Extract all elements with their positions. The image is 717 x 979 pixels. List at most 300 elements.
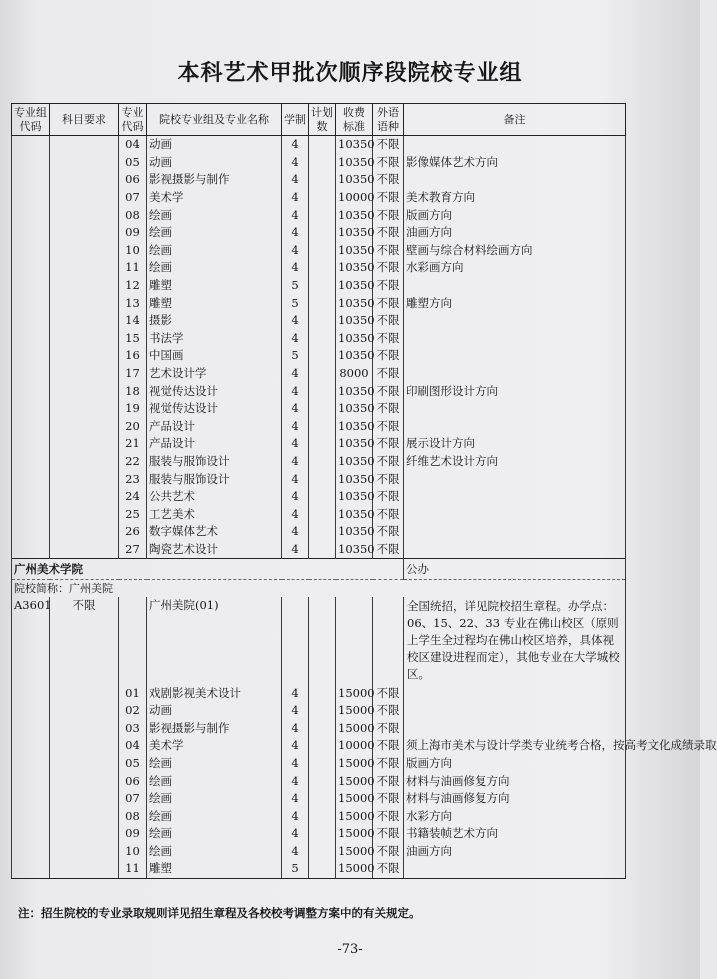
note: 材料与油画修复方向	[404, 790, 626, 808]
header-subject-req: 科目要求	[50, 104, 119, 136]
note: 壁画与综合材料绘画方向	[404, 242, 626, 260]
language: 不限	[373, 860, 404, 878]
plan-count	[309, 382, 336, 400]
plan-count	[309, 523, 336, 541]
plan-count	[309, 737, 336, 755]
subject-req-cell	[50, 790, 119, 808]
major-name: 绘画	[147, 755, 282, 773]
years: 4	[282, 259, 309, 277]
major-name: 雕塑	[147, 294, 282, 312]
note	[404, 347, 626, 365]
table-row	[12, 224, 626, 242]
subject-req-cell	[50, 136, 119, 154]
major-code: 10	[119, 843, 147, 861]
note	[404, 470, 626, 488]
footnote: 注：招生院校的专业录取规则详见招生章程及各校校考调整方案中的有关规定。	[18, 906, 421, 920]
years: 4	[282, 418, 309, 436]
major-name: 绘画	[147, 843, 282, 861]
major-name: 戏剧影视美术设计	[147, 684, 282, 702]
fee: 10350	[336, 242, 373, 260]
plan-count	[309, 505, 336, 523]
major-name: 动画	[147, 702, 282, 720]
school-abbr: 院校简称：广州美院	[12, 580, 626, 598]
language: 不限	[373, 206, 404, 224]
fee: 10350	[336, 453, 373, 471]
note	[404, 312, 626, 330]
major-name: 雕塑	[147, 860, 282, 878]
years: 4	[282, 242, 309, 260]
subject-req-cell	[50, 684, 119, 702]
major-code: 11	[119, 259, 147, 277]
language: 不限	[373, 277, 404, 295]
fee: 15000	[336, 772, 373, 790]
major-code: 12	[119, 277, 147, 295]
plan-count	[309, 470, 336, 488]
plan-count	[309, 171, 336, 189]
major-name: 工艺美术	[147, 505, 282, 523]
group-code-cell	[12, 684, 50, 702]
subject-req-cell	[50, 860, 119, 878]
major-name: 中国画	[147, 347, 282, 365]
major-name: 视觉传达设计	[147, 400, 282, 418]
subject-req-cell	[50, 453, 119, 471]
school-type: 公办	[404, 559, 626, 580]
table-row	[12, 136, 626, 154]
table-row	[12, 154, 626, 172]
years: 4	[282, 523, 309, 541]
major-name: 雕塑	[147, 277, 282, 295]
group-code-cell	[12, 206, 50, 224]
years: 4	[282, 825, 309, 843]
subject-req-cell	[50, 154, 119, 172]
major-code: 01	[119, 684, 147, 702]
subject-req-cell	[50, 470, 119, 488]
major-code: 20	[119, 418, 147, 436]
group-code-cell	[12, 347, 50, 365]
table-row	[12, 790, 626, 808]
note	[404, 702, 626, 720]
language: 不限	[373, 541, 404, 559]
language: 不限	[373, 505, 404, 523]
major-name: 服装与服饰设计	[147, 470, 282, 488]
years: 4	[282, 400, 309, 418]
fee: 8000	[336, 365, 373, 383]
language: 不限	[373, 400, 404, 418]
plan-count	[309, 807, 336, 825]
major-code: 04	[119, 737, 147, 755]
fee: 15000	[336, 755, 373, 773]
subject-req-cell	[50, 755, 119, 773]
major-code: 08	[119, 206, 147, 224]
years: 5	[282, 277, 309, 295]
plan-count	[309, 136, 336, 154]
major-code: 14	[119, 312, 147, 330]
major-code: 13	[119, 294, 147, 312]
group-code-cell	[12, 505, 50, 523]
group-note: 全国统招，详见院校招生章程。办学点：06、15、22、33 专业在佛山校区（原则上学生全过程均在佛山校区培养，具体视校区建设进程而定），其他专业在大学城校区。	[404, 597, 626, 684]
language: 不限	[373, 347, 404, 365]
major-name: 美术学	[147, 189, 282, 207]
group-code-cell	[12, 136, 50, 154]
note: 影像媒体艺术方向	[404, 154, 626, 172]
header-years: 学制	[282, 104, 309, 136]
language: 不限	[373, 523, 404, 541]
language: 不限	[373, 312, 404, 330]
table-row	[12, 347, 626, 365]
fee: 15000	[336, 807, 373, 825]
major-name: 绘画	[147, 259, 282, 277]
subject-req-cell	[50, 330, 119, 348]
years: 4	[282, 453, 309, 471]
page-title: 本科艺术甲批次顺序段院校专业组	[177, 61, 523, 86]
group-code-cell	[12, 259, 50, 277]
note: 须上海市美术与设计学类专业统考合格，按高考文化成绩录取	[404, 737, 626, 755]
years: 4	[282, 684, 309, 702]
major-code: 19	[119, 400, 147, 418]
table-row	[12, 382, 626, 400]
school-name: 广州美术学院	[12, 559, 404, 580]
plan-count	[309, 400, 336, 418]
major-code: 02	[119, 702, 147, 720]
note: 油画方向	[404, 843, 626, 861]
table-row	[12, 453, 626, 471]
language: 不限	[373, 154, 404, 172]
years: 4	[282, 224, 309, 242]
major-code: 08	[119, 807, 147, 825]
fee: 10350	[336, 259, 373, 277]
language: 不限	[373, 418, 404, 436]
language: 不限	[373, 224, 404, 242]
subject-req-cell	[50, 488, 119, 506]
table-row	[12, 365, 626, 383]
plan-count	[309, 790, 336, 808]
subject-req-cell	[50, 418, 119, 436]
years: 4	[282, 330, 309, 348]
plan-count	[309, 418, 336, 436]
table-row	[12, 189, 626, 207]
fee: 10350	[336, 171, 373, 189]
group-code-cell	[12, 418, 50, 436]
group-code-cell	[12, 470, 50, 488]
plan-count	[309, 684, 336, 702]
years: 4	[282, 382, 309, 400]
plan-count	[309, 206, 336, 224]
plan-count	[309, 541, 336, 559]
note	[404, 171, 626, 189]
note: 展示设计方向	[404, 435, 626, 453]
note	[404, 136, 626, 154]
note	[404, 365, 626, 383]
language: 不限	[373, 719, 404, 737]
subject-req-cell	[50, 541, 119, 559]
plan-count	[309, 154, 336, 172]
subject-req-cell	[50, 382, 119, 400]
language: 不限	[373, 330, 404, 348]
major-name: 绘画	[147, 772, 282, 790]
group-code-cell	[12, 807, 50, 825]
plan-count	[309, 189, 336, 207]
major-name: 绘画	[147, 206, 282, 224]
plan-count	[309, 702, 336, 720]
plan-count	[309, 277, 336, 295]
years: 4	[282, 206, 309, 224]
fee: 10350	[336, 382, 373, 400]
major-name: 摄影	[147, 312, 282, 330]
language: 不限	[373, 772, 404, 790]
note: 书籍装帧艺术方向	[404, 825, 626, 843]
fee: 10350	[336, 541, 373, 559]
major-code: 17	[119, 365, 147, 383]
group-code-cell	[12, 400, 50, 418]
fee: 10350	[336, 154, 373, 172]
plan-count	[309, 312, 336, 330]
major-code: 05	[119, 154, 147, 172]
fee: 15000	[336, 843, 373, 861]
group-code-cell	[12, 277, 50, 295]
plan-count	[309, 755, 336, 773]
table-row	[12, 755, 626, 773]
years: 4	[282, 737, 309, 755]
plan-count	[309, 365, 336, 383]
major-name: 影视摄影与制作	[147, 719, 282, 737]
plan-count	[309, 224, 336, 242]
note	[404, 418, 626, 436]
table-row	[12, 259, 626, 277]
fee: 10350	[336, 470, 373, 488]
group-code-cell	[12, 523, 50, 541]
major-name: 影视摄影与制作	[147, 171, 282, 189]
table-row	[12, 843, 626, 861]
years: 4	[282, 807, 309, 825]
language: 不限	[373, 807, 404, 825]
group-code-cell	[12, 453, 50, 471]
years: 4	[282, 435, 309, 453]
years: 4	[282, 505, 309, 523]
major-code: 04	[119, 136, 147, 154]
group-code-cell	[12, 435, 50, 453]
subject-req-cell	[50, 206, 119, 224]
fee: 15000	[336, 719, 373, 737]
language: 不限	[373, 294, 404, 312]
header-group-code: 专业组代码	[12, 104, 50, 136]
fee: 10350	[336, 523, 373, 541]
table-row	[12, 470, 626, 488]
table-row	[12, 400, 626, 418]
years: 4	[282, 755, 309, 773]
subject-req-cell	[50, 772, 119, 790]
years: 4	[282, 541, 309, 559]
language: 不限	[373, 382, 404, 400]
fee: 10350	[336, 312, 373, 330]
group-code-cell	[12, 330, 50, 348]
subject-req-cell	[50, 719, 119, 737]
years: 4	[282, 171, 309, 189]
major-code: 10	[119, 242, 147, 260]
subject-req-cell	[50, 171, 119, 189]
note	[404, 860, 626, 878]
plan-count	[309, 843, 336, 861]
language: 不限	[373, 171, 404, 189]
subject-req-cell	[50, 277, 119, 295]
major-code: 21	[119, 435, 147, 453]
major-code: 18	[119, 382, 147, 400]
fee: 10350	[336, 330, 373, 348]
fee: 10350	[336, 400, 373, 418]
group-code-cell	[12, 154, 50, 172]
fee: 10350	[336, 136, 373, 154]
subject-req-cell	[50, 523, 119, 541]
plan-count	[309, 294, 336, 312]
major-name: 绘画	[147, 224, 282, 242]
major-name: 绘画	[147, 242, 282, 260]
fee: 15000	[336, 825, 373, 843]
major-name: 美术学	[147, 737, 282, 755]
major-name: 绘画	[147, 790, 282, 808]
note	[404, 277, 626, 295]
major-code: 09	[119, 224, 147, 242]
note: 纤维艺术设计方向	[404, 453, 626, 471]
note: 版画方向	[404, 755, 626, 773]
language: 不限	[373, 453, 404, 471]
language: 不限	[373, 435, 404, 453]
plan-count	[309, 347, 336, 365]
years: 4	[282, 189, 309, 207]
subject-req-cell	[50, 312, 119, 330]
table-row	[12, 206, 626, 224]
fee: 10350	[336, 347, 373, 365]
subject-req-cell	[50, 259, 119, 277]
fee: 10350	[336, 488, 373, 506]
years: 4	[282, 843, 309, 861]
table-row	[12, 505, 626, 523]
plan-count	[309, 242, 336, 260]
note: 印刷图形设计方向	[404, 382, 626, 400]
school-abbr-row	[12, 580, 626, 598]
header-major-name: 院校专业组及专业名称	[147, 104, 282, 136]
plan-count	[309, 772, 336, 790]
school-row	[12, 559, 626, 580]
years: 4	[282, 154, 309, 172]
years: 4	[282, 136, 309, 154]
plan-count	[309, 825, 336, 843]
note	[404, 719, 626, 737]
subject-req-cell	[50, 505, 119, 523]
subject-req-cell	[50, 189, 119, 207]
years: 4	[282, 312, 309, 330]
header-major-code: 专业代码	[119, 104, 147, 136]
header-notes: 备注	[404, 104, 626, 136]
years: 4	[282, 702, 309, 720]
note	[404, 330, 626, 348]
group-code-cell	[12, 242, 50, 260]
major-name: 产品设计	[147, 418, 282, 436]
major-name: 书法学	[147, 330, 282, 348]
fee: 10350	[336, 206, 373, 224]
table-row	[12, 523, 626, 541]
table-row	[12, 684, 626, 702]
years: 4	[282, 790, 309, 808]
table-row	[12, 737, 626, 755]
note	[404, 541, 626, 559]
major-code: 11	[119, 860, 147, 878]
major-code: 27	[119, 541, 147, 559]
subject-req-cell	[50, 294, 119, 312]
plan-count	[309, 719, 336, 737]
subject-req-cell	[50, 737, 119, 755]
years: 4	[282, 719, 309, 737]
group-code-cell	[12, 224, 50, 242]
header-plan: 计划数	[309, 104, 336, 136]
years: 5	[282, 347, 309, 365]
years: 4	[282, 772, 309, 790]
group-code-cell	[12, 719, 50, 737]
table-row	[12, 702, 626, 720]
plan-count	[309, 453, 336, 471]
group-code-cell	[12, 843, 50, 861]
fee: 10000	[336, 737, 373, 755]
language: 不限	[373, 737, 404, 755]
major-code: 15	[119, 330, 147, 348]
table-row	[12, 488, 626, 506]
table-row	[12, 860, 626, 878]
major-code: 26	[119, 523, 147, 541]
group-code-cell	[12, 702, 50, 720]
language: 不限	[373, 843, 404, 861]
fee: 15000	[336, 684, 373, 702]
table-row	[12, 330, 626, 348]
major-code: 06	[119, 171, 147, 189]
group-code-cell	[12, 790, 50, 808]
fee: 10350	[336, 435, 373, 453]
note: 版画方向	[404, 206, 626, 224]
subject-req-cell	[50, 807, 119, 825]
group-code-cell	[12, 189, 50, 207]
years: 4	[282, 470, 309, 488]
note	[404, 488, 626, 506]
major-code: 16	[119, 347, 147, 365]
fee: 15000	[336, 702, 373, 720]
language: 不限	[373, 242, 404, 260]
table-row	[12, 418, 626, 436]
note	[404, 523, 626, 541]
group-code-cell	[12, 312, 50, 330]
major-code: 22	[119, 453, 147, 471]
admissions-table	[11, 103, 717, 879]
language: 不限	[373, 825, 404, 843]
header-fee: 收费标准	[336, 104, 373, 136]
subject-req-cell	[50, 224, 119, 242]
language: 不限	[373, 189, 404, 207]
note	[404, 684, 626, 702]
note: 雕塑方向	[404, 294, 626, 312]
subject-req-cell	[50, 365, 119, 383]
group-code-cell	[12, 755, 50, 773]
note: 水彩方向	[404, 807, 626, 825]
table-row	[12, 807, 626, 825]
language: 不限	[373, 136, 404, 154]
major-name: 陶瓷艺术设计	[147, 541, 282, 559]
fee: 10350	[336, 277, 373, 295]
note	[404, 400, 626, 418]
table-row	[12, 825, 626, 843]
plan-count	[309, 860, 336, 878]
language: 不限	[373, 684, 404, 702]
years: 5	[282, 294, 309, 312]
table-row	[12, 772, 626, 790]
group-code-cell	[12, 737, 50, 755]
subject-req-cell	[50, 435, 119, 453]
fee: 10000	[336, 189, 373, 207]
